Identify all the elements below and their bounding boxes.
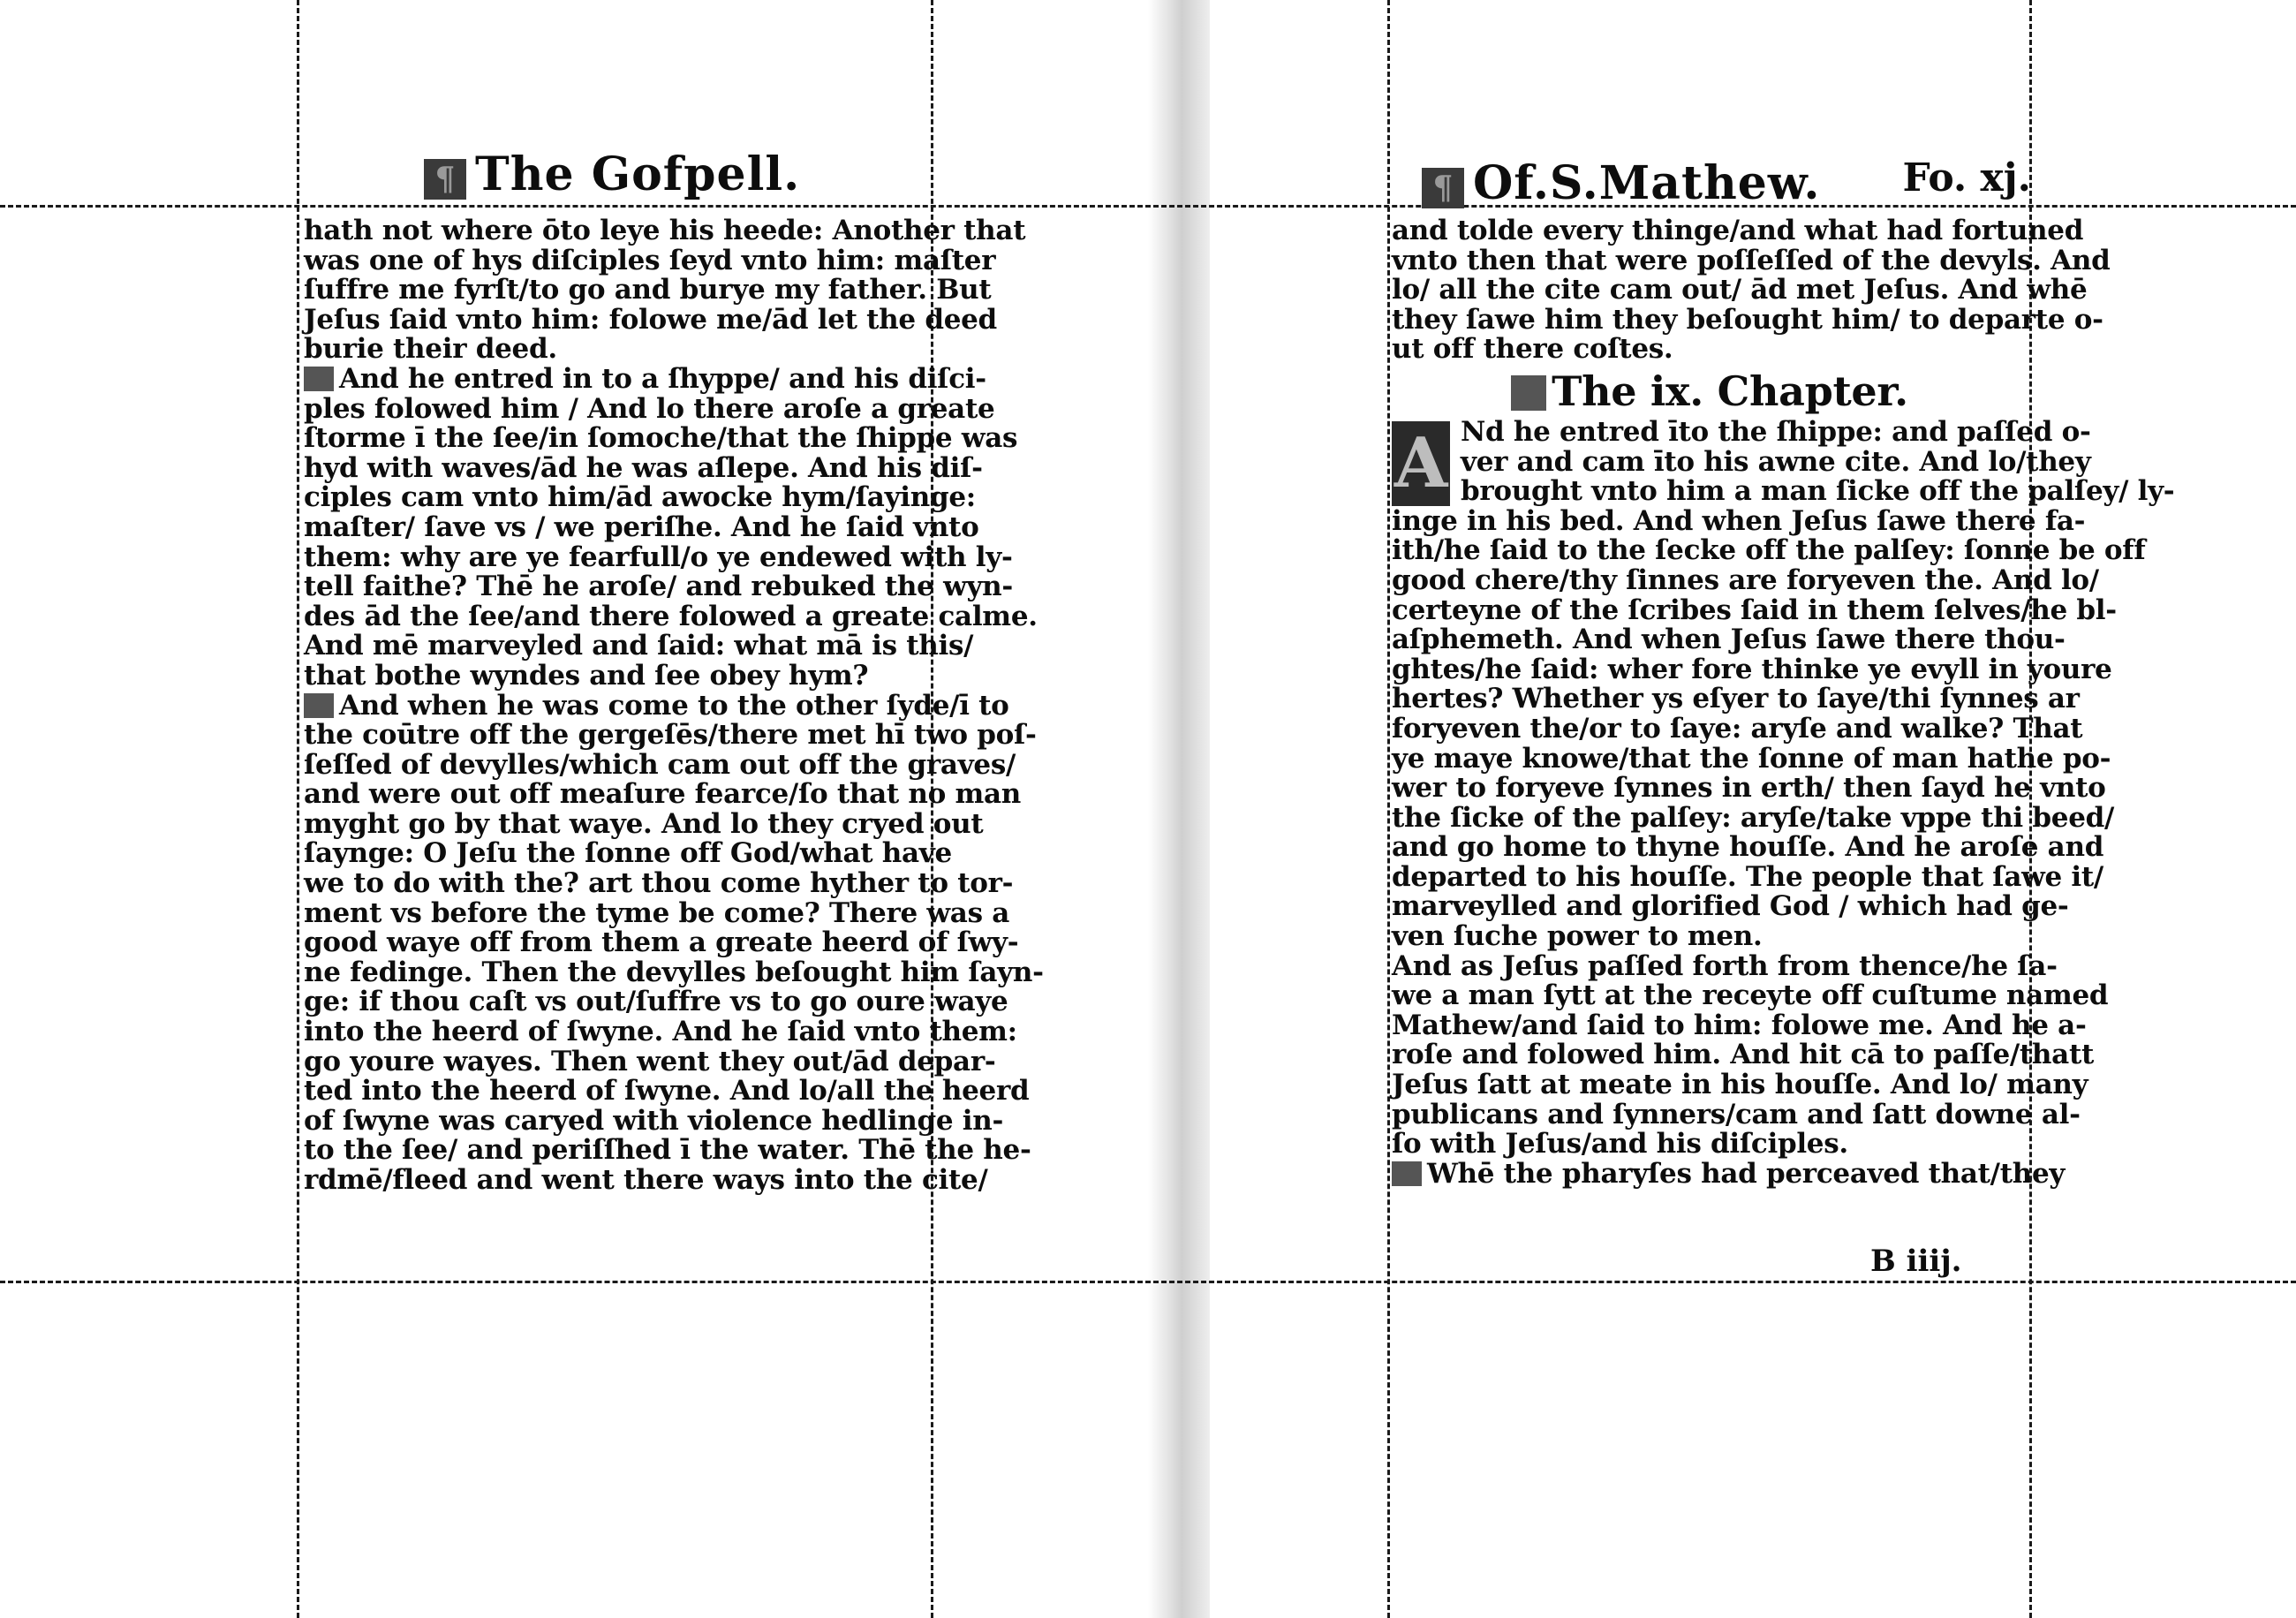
line-text: rdmē/fleed and went there ways into the cite/ bbox=[304, 1164, 988, 1196]
text-line bbox=[304, 896, 1010, 929]
text-line bbox=[304, 807, 984, 840]
line-text: we to do with the? art thou come hyther to tor- bbox=[304, 867, 1014, 900]
text-line bbox=[304, 362, 986, 395]
text-line bbox=[1392, 624, 2066, 656]
text-line bbox=[304, 719, 1037, 752]
text-line bbox=[1392, 922, 2028, 952]
right-running-head bbox=[1422, 155, 2031, 208]
paragraph-mark-icon bbox=[1511, 375, 1546, 411]
line-text: was one of hys diſciples ſeyd vnto him: maſter bbox=[304, 244, 996, 276]
line-text: and were out off meaſure fearce/ſo that no man bbox=[304, 778, 1022, 811]
line-text: we a man ſytt at the receyte off cuſtume named bbox=[1392, 979, 2109, 1012]
text-line bbox=[1392, 504, 2086, 537]
line-text: tell faithe? Thē he aroſe/ and rebuked the wyn- bbox=[304, 571, 1013, 603]
line-text: foryeven the/or to ſaye: aryſe and walke? That bbox=[1392, 712, 2083, 745]
text-line bbox=[304, 600, 1038, 632]
line-text: the coūtre off the gergeſēs/there met hī two poſ- bbox=[304, 719, 1037, 752]
text-line bbox=[1392, 445, 2091, 478]
line-text: aſphemeth. And when Jeſus ſawe there thou- bbox=[1392, 624, 2066, 656]
chapter-body bbox=[1392, 415, 2175, 1190]
text-line bbox=[304, 510, 979, 543]
line-text: And when he was come to the other ſyde/ī to bbox=[339, 689, 1009, 722]
text-line bbox=[304, 1045, 996, 1077]
text-line bbox=[304, 541, 1013, 573]
text-line bbox=[304, 630, 974, 662]
text-line bbox=[304, 215, 1026, 246]
text-line bbox=[1392, 335, 2028, 365]
text-line bbox=[1392, 534, 2146, 567]
grid-line bbox=[1387, 0, 1390, 1618]
text-line bbox=[1392, 949, 2058, 982]
text-line bbox=[304, 956, 1044, 988]
line-text: to the ſee/ and periſſhed ī the water. Thē the he- bbox=[304, 1134, 1031, 1167]
text-line bbox=[304, 1134, 1031, 1167]
text-line bbox=[304, 837, 952, 870]
line-text: departed to his houſſe. The people that ſawe it/ bbox=[1392, 860, 2103, 893]
text-line bbox=[1392, 563, 2099, 596]
line-text: Mathew/and ſaid to him: folowe me. And he a- bbox=[1392, 1009, 2087, 1041]
line-text: ge: if thou caſt vs out/ſuffre vs to go oure waye bbox=[304, 986, 1008, 1018]
line-text: ſuffre me fyrſt/to go and burye my father. But bbox=[304, 274, 992, 306]
text-line bbox=[304, 659, 922, 692]
line-text: ghtes/he ſaid: wher fore thinke ye evyll in youre bbox=[1392, 653, 2112, 685]
drop-cap-initial: A bbox=[1392, 421, 1450, 506]
line-text: hertes? Whether ys eſyer to ſaye/thi ſynnes ar bbox=[1392, 683, 2080, 715]
chapter-heading-text: The ix. Chapter. bbox=[1552, 367, 1908, 415]
line-text: maſter/ ſave vs / we periſhe. And he ſaid vnto bbox=[304, 510, 979, 543]
line-text: brought vnto him a man ſicke off the palſey/ ly- bbox=[1461, 475, 2175, 508]
line-text: ples folowed him / And lo there aroſe a greate bbox=[304, 392, 995, 425]
text-line bbox=[304, 274, 992, 306]
line-text: hyd with waves/ād he was aſlepe. And his diſ- bbox=[304, 451, 983, 484]
line-text: And mē marveyled and ſaid: what mā is this/ bbox=[304, 630, 974, 662]
line-text: and go home to thyne houſſe. And he aroſe and bbox=[1392, 831, 2104, 864]
text-line bbox=[304, 451, 983, 484]
line-text: ut off there coſtes. bbox=[1392, 333, 1673, 366]
text-line bbox=[304, 422, 1018, 455]
text-line bbox=[1392, 415, 2091, 448]
text-line bbox=[1392, 653, 2112, 685]
text-line bbox=[1392, 215, 2084, 246]
text-line bbox=[1392, 475, 2175, 508]
pilcrow-icon: ¶ bbox=[1422, 168, 1464, 208]
text-line bbox=[304, 392, 995, 425]
text-line bbox=[1392, 594, 2117, 626]
text-line bbox=[1392, 801, 2115, 834]
book-gutter bbox=[1148, 0, 1210, 1618]
line-text: ted into the heerd of ſwyne. And lo/all the heerd bbox=[304, 1075, 1030, 1108]
line-text: ye maye knowe/that the ſonne of man hathe po- bbox=[1392, 742, 2111, 775]
line-text: and tolde every thinge/and what had fortuned bbox=[1392, 215, 2084, 246]
text-line bbox=[1392, 860, 2103, 893]
line-text: that bothe wyndes and ſee obey hym? bbox=[304, 659, 869, 692]
text-line bbox=[1392, 683, 2080, 715]
text-line bbox=[304, 748, 1016, 781]
line-text: into the heerd of ſwyne. And he ſaid vnto them: bbox=[304, 1016, 1017, 1048]
text-line bbox=[1392, 1009, 2087, 1041]
text-line bbox=[304, 986, 1008, 1018]
line-text: ith/he ſaid to the ſecke off the palſey: ſonne be off bbox=[1392, 534, 2146, 567]
text-line bbox=[1392, 303, 2103, 336]
left-column-text bbox=[304, 215, 1044, 1196]
line-text: go youre wayes. Then went they out/ād depar- bbox=[304, 1045, 996, 1077]
line-text: of ſwyne was caryed with violence hedlinge in- bbox=[304, 1104, 1004, 1137]
line-text: ſo with Jeſus/and his diſciples. bbox=[1392, 1128, 1848, 1161]
text-line bbox=[304, 689, 1009, 722]
line-text: ven ſuche power to men. bbox=[1392, 920, 1763, 953]
text-line bbox=[304, 303, 997, 336]
text-line bbox=[304, 867, 1014, 900]
text-line bbox=[1392, 772, 2106, 805]
grid-line bbox=[0, 1281, 2296, 1283]
line-text: ſaynge: O Jeſu the ſonne off God/what have bbox=[304, 837, 952, 870]
text-line bbox=[304, 778, 1022, 811]
line-text: And as Jeſus paſſed forth from thence/he ſa- bbox=[1392, 949, 2058, 982]
line-text: them: why are ye fearfull/o ye endewed with ly- bbox=[304, 541, 1013, 573]
line-text: the ſicke of the palſey: aryſe/take vppe thi beed/ bbox=[1392, 801, 2115, 834]
line-text: wer to foryeve ſynnes in erth/ then ſayd he vnto bbox=[1392, 772, 2106, 805]
text-line bbox=[1392, 1098, 2081, 1130]
text-line bbox=[304, 1075, 1030, 1108]
line-text: lo/ all the cite cam out/ ād met Jeſus. And whē bbox=[1392, 274, 2088, 306]
line-text: ſtorme ī the ſee/in ſomoche/that the ſhippe was bbox=[304, 422, 1018, 455]
line-text: publicans and ſynners/cam and ſatt downe al- bbox=[1392, 1098, 2081, 1130]
text-line bbox=[1392, 1039, 2094, 1071]
folio-number: Fo. xj. bbox=[1902, 155, 2031, 200]
pilcrow-icon: ¶ bbox=[424, 159, 466, 200]
text-line bbox=[1392, 712, 2083, 745]
text-line bbox=[304, 244, 996, 276]
line-text: ciples cam vnto him/ād awocke hym/ſayinge: bbox=[304, 481, 976, 514]
text-line bbox=[304, 481, 976, 514]
text-line bbox=[1392, 742, 2111, 775]
line-text: ne fedinge. Then the devylles beſought him ſayn- bbox=[304, 956, 1044, 988]
text-line bbox=[1392, 831, 2104, 864]
text-line bbox=[1392, 244, 2111, 276]
line-text: Whē the pharyſes had perceaved that/they bbox=[1427, 1157, 2066, 1190]
text-line bbox=[1392, 1069, 2088, 1101]
right-column-text bbox=[1392, 215, 2175, 1190]
line-text: certeyne of the ſcribes ſaid in them ſelves/he bl- bbox=[1392, 594, 2117, 626]
chapter-heading bbox=[1392, 365, 2028, 418]
running-head-title: Of.S.Mathew. bbox=[1473, 156, 1821, 210]
line-text: roſe and folowed him. And hit cā to paſſe/thatt bbox=[1392, 1039, 2094, 1071]
paragraph-mark-icon bbox=[1392, 1161, 1422, 1186]
text-line bbox=[304, 1104, 1004, 1137]
line-text: good chere/thy ſinnes are foryeven the. And lo/ bbox=[1392, 563, 2099, 596]
left-running-head bbox=[424, 147, 801, 201]
running-head-title: The Gofpell. bbox=[475, 147, 801, 201]
line-text: inge in his bed. And when Jeſus ſawe there fa- bbox=[1392, 504, 2086, 537]
line-text: ſeſſed of devylles/which cam out off the graves/ bbox=[304, 748, 1016, 781]
line-text: And he entred in to a ſhyppe/ and his diſci- bbox=[339, 362, 986, 395]
signature-mark: B iiij. bbox=[1870, 1244, 1962, 1279]
text-line bbox=[1392, 1130, 2028, 1160]
line-text: Jeſus ſaid vnto him: folowe me/ād let the deed bbox=[304, 303, 997, 336]
paragraph-mark-icon bbox=[304, 693, 334, 718]
text-line bbox=[1392, 274, 2088, 306]
text-line bbox=[304, 571, 1013, 603]
line-text: Nd he entred īto the ſhippe: and paſſed o- bbox=[1461, 415, 2091, 448]
text-line bbox=[1392, 1157, 2066, 1190]
line-text: vnto then that were poſſeſſed of the devyls. And bbox=[1392, 244, 2111, 276]
line-text: Jeſus ſatt at meate in his houſſe. And lo/ many bbox=[1392, 1069, 2088, 1101]
line-text: des ād the ſee/and there folowed a greate calme. bbox=[304, 600, 1038, 632]
line-text: myght go by that waye. And lo they cryed out bbox=[304, 807, 984, 840]
line-text: marveylled and glorified God / which had ge- bbox=[1392, 890, 2069, 923]
text-line bbox=[1392, 890, 2069, 923]
paragraph-mark-icon bbox=[304, 367, 334, 391]
text-line bbox=[304, 1164, 988, 1196]
line-text: hath not where ōto leye his heede: Another that bbox=[304, 215, 1026, 246]
text-line bbox=[1392, 979, 2109, 1012]
text-line bbox=[304, 1016, 1017, 1048]
text-line bbox=[304, 335, 922, 365]
text-line bbox=[304, 926, 1019, 959]
line-text: ver and cam īto his awne cite. And lo/they bbox=[1461, 445, 2091, 478]
line-text: ment vs before the tyme be come? There was a bbox=[304, 896, 1010, 929]
line-text: good waye off from them a greate heerd of ſwy- bbox=[304, 926, 1019, 959]
line-text: they ſawe him they beſought him/ to departe o- bbox=[1392, 303, 2103, 336]
line-text: burie their deed. bbox=[304, 333, 557, 366]
